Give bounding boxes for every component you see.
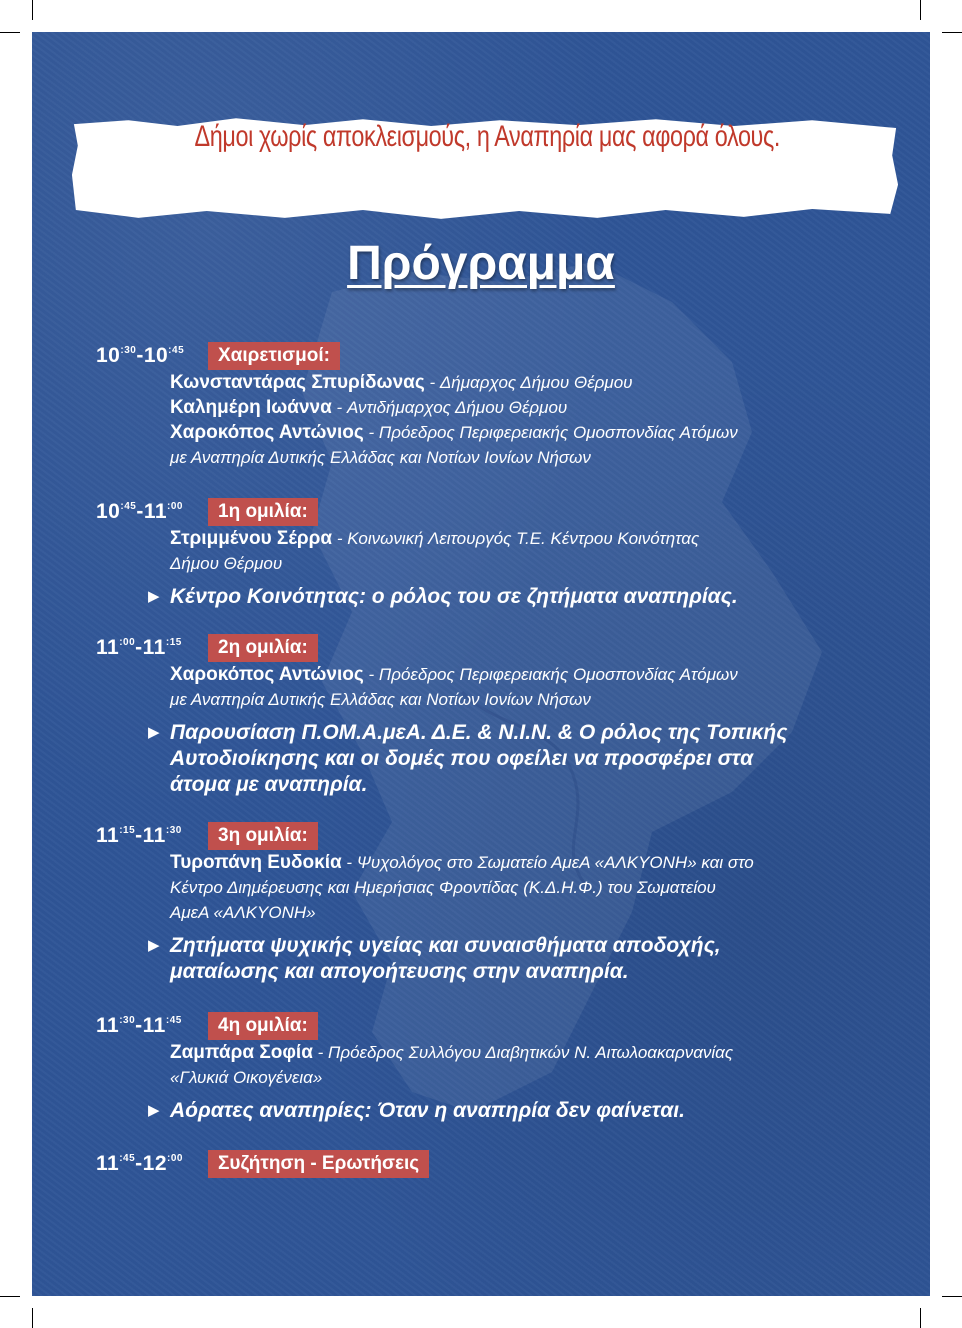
speaker-role: Πρόεδρος Συλλόγου Διαβητικών Ν. Αιτωλοακαρνανίας: [328, 1043, 734, 1062]
speaker-name: Κωνσταντάρας Σπυρίδωνας: [170, 372, 425, 393]
session-talk-1: [96, 498, 896, 610]
session-talk-4: [96, 1012, 896, 1124]
session-time: $10^{:30}-10^{:45}$: [96, 344, 185, 367]
play-arrow-icon: ▶: [148, 1102, 160, 1119]
crop-mark: [0, 32, 20, 33]
session-talk-3: [96, 822, 896, 985]
crop-mark: [942, 1296, 962, 1297]
speaker-entry: Χαροκόπος Αντώνιος - Πρόεδρος Περιφερειακής Ομοσπονδίας Ατόμων: [170, 664, 738, 685]
speaker-entry: Τυροπάνη Ευδοκία - Ψυχολόγος στο Σωματείο ΑμεΑ «ΑΛΚΥΟΝΗ» και στο: [170, 852, 754, 873]
speaker-role-continued: «Γλυκιά Οικογένεια»: [170, 1068, 323, 1087]
page-title: Πρόγραμμα: [347, 237, 615, 290]
speaker-role: Πρόεδρος Περιφερειακής Ομοσπονδίας Ατόμων: [378, 665, 738, 684]
session-label: 1η ομιλία:: [208, 498, 318, 526]
speaker-name: Τυροπάνη Ευδοκία: [170, 852, 342, 873]
speaker-name: Καλημέρη Ιωάννα: [170, 397, 332, 418]
speaker-role: Δήμαρχος Δήμου Θέρμου: [439, 373, 633, 392]
session-label: 4η ομιλία:: [208, 1012, 318, 1040]
play-arrow-icon: ▶: [148, 724, 160, 741]
speaker-role: Κοινωνική Λειτουργός Τ.Ε. Κέντρου Κοινότητας: [347, 529, 700, 548]
session-time: $11^{:15}-11^{:30}$: [96, 824, 182, 847]
speaker-name: Χαροκόπος Αντώνιος: [170, 422, 364, 443]
speaker-entry: Χαροκόπος Αντώνιος - Πρόεδρος Περιφερειακής Ομοσπονδίας Ατόμων: [170, 422, 738, 443]
speaker-role-continued: Δήμου Θέρμου: [170, 554, 283, 573]
session-label: 3η ομιλία:: [208, 822, 318, 850]
speaker-entry: Ζαμπάρα Σοφία - Πρόεδρος Συλλόγου Διαβητικών Ν. Αιτωλοακαρνανίας: [170, 1042, 734, 1063]
speaker-role-continued: με Αναπηρία Δυτικής Ελλάδας και Νοτίων Ιονίων Νήσων: [170, 690, 591, 709]
session-talk-2: [96, 634, 896, 798]
session-label: Χαιρετισμοί:: [208, 342, 340, 370]
play-arrow-icon: ▶: [148, 588, 160, 605]
talk-topic: ▶ Παρουσίαση Π.ΟΜ.Α.μεΑ. Δ.Ε. & Ν.Ι.Ν. & Ο ρόλος της Τοπικής Αυτοδιοίκησης και οι δομές που οφείλει να προσφέρει στα άτομα με αναπηρία.: [148, 721, 788, 796]
crop-mark: [942, 32, 962, 33]
crop-mark: [920, 1308, 921, 1328]
speaker-entry: Κωνσταντάρας Σπυρίδωνας - Δήμαρχος Δήμου Θέρμου: [170, 372, 633, 393]
crop-mark: [32, 0, 33, 20]
session-welcome: [96, 342, 896, 470]
speaker-role-continued: Κέντρο Διημέρευσης και Ημερήσιας Φροντίδας (Κ.Δ.Η.Φ.) του Σωματείου: [170, 878, 716, 897]
play-arrow-icon: ▶: [148, 937, 160, 954]
speaker-role-continued: με Αναπηρία Δυτικής Ελλάδας και Νοτίων Ιονίων Νήσων: [170, 448, 591, 467]
speaker-name: Ζαμπάρα Σοφία: [170, 1042, 313, 1063]
crop-mark: [920, 0, 921, 20]
session-discussion: [96, 1150, 896, 1178]
speaker-name: Στριμμένου Σέρρα: [170, 528, 333, 549]
speaker-role-continued: ΑμεΑ «ΑΛΚΥΟΝΗ»: [170, 903, 316, 922]
speaker-role: Αντιδήμαρχος Δήμου Θέρμου: [346, 398, 568, 417]
session-time: $11^{:30}-11^{:45}$: [96, 1014, 182, 1037]
session-label: 2η ομιλία:: [208, 634, 318, 662]
speaker-name: Χαροκόπος Αντώνιος: [170, 664, 364, 685]
session-time: $10^{:45}-11^{:00}$: [96, 500, 183, 523]
talk-topic: ▶ Ζητήματα ψυχικής υγείας και συναισθήματα αποδοχής, ματαίωσης και απογοήτευσης στην αναπηρία.: [148, 934, 721, 983]
speaker-role: Ψυχολόγος στο Σωματείο ΑμεΑ «ΑΛΚΥΟΝΗ» και στο: [356, 853, 754, 872]
crop-mark: [0, 1296, 20, 1297]
crop-mark: [32, 1308, 33, 1328]
session-time: $11^{:00}-11^{:15}$: [96, 636, 182, 659]
speaker-role: Πρόεδρος Περιφερειακής Ομοσπονδίας Ατόμων: [378, 423, 738, 442]
talk-topic: ▶ Κέντρο Κοινότητας: ο ρόλος του σε ζητήματα αναπηρίας.: [148, 585, 738, 608]
session-label: Συζήτηση - Ερωτήσεις: [208, 1150, 429, 1178]
talk-topic: ▶ Αόρατες αναπηρίες: Όταν η αναπηρία δεν φαίνεται.: [148, 1099, 685, 1122]
session-time: $11^{:45}-12^{:00}$: [96, 1152, 183, 1175]
speaker-entry: Καλημέρη Ιωάννα - Αντιδήμαρχος Δήμου Θέρμου: [170, 397, 568, 418]
speaker-entry: Στριμμένου Σέρρα - Κοινωνική Λειτουργός Τ.Ε. Κέντρου Κοινότητας: [170, 528, 700, 549]
banner-headline: Δήμοι χωρίς αποκλεισμούς, η Αναπηρία μας αφορά όλους.: [194, 120, 780, 153]
